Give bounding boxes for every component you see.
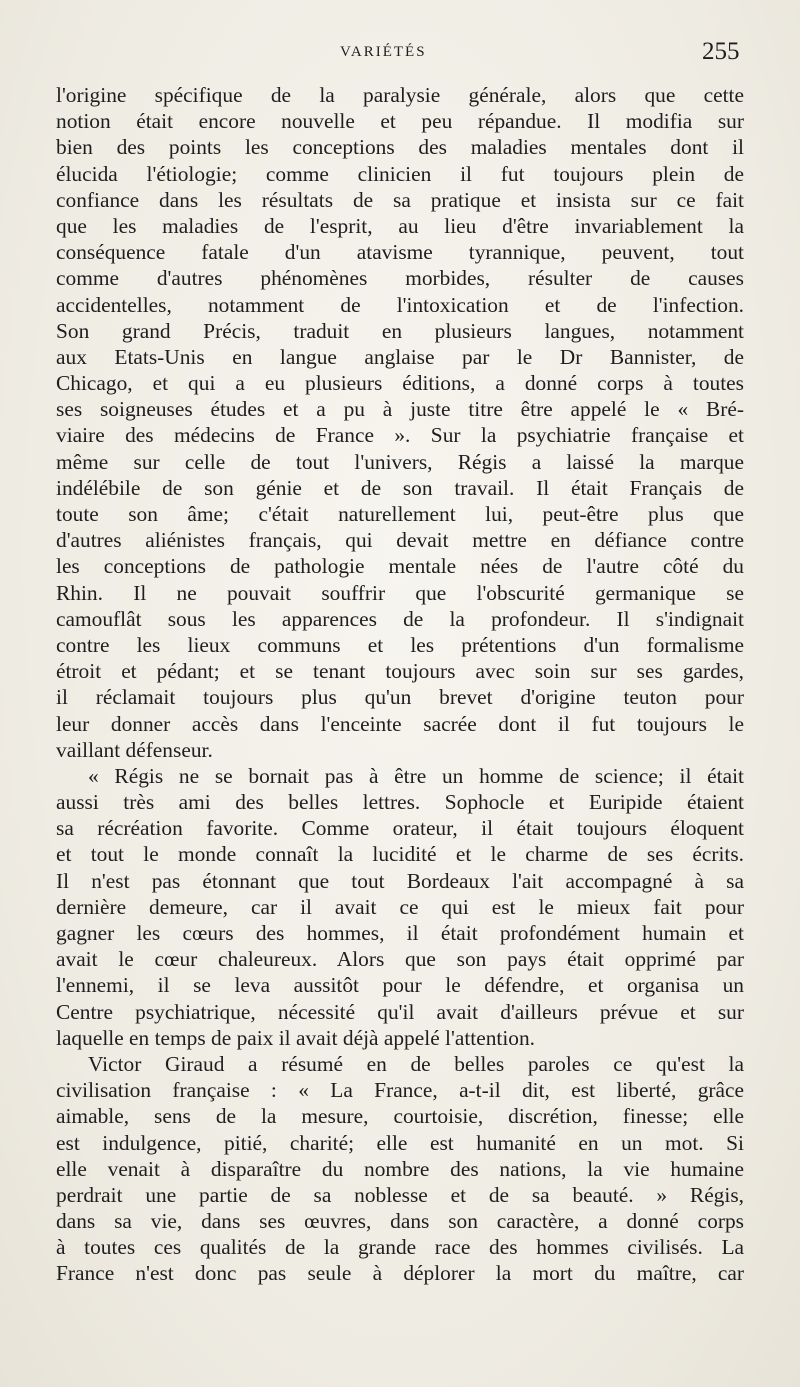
text-line: étroit et pédant; et se tenant toujours avec soin sur ses gardes,: [56, 659, 744, 684]
text-line: et tout le monde connaît la lucidité et le charme de ses écrits.: [56, 842, 744, 867]
text-line: Rhin. Il ne pouvait souffrir que l'obscurité germanique se: [56, 580, 744, 605]
text-line: Il n'est pas étonnant que tout Bordeaux l'ait accompagné à sa: [56, 868, 744, 893]
text-line: avait le cœur chaleureux. Alors que son pays était opprimé par: [56, 947, 744, 972]
text-line: aimable, sens de la mesure, courtoisie, discrétion, finesse; elle: [56, 1104, 744, 1129]
text-line: sa récréation favorite. Comme orateur, il était toujours éloquent: [56, 816, 744, 841]
text-line: conséquence fatale d'un atavisme tyrannique, peuvent, tout: [56, 240, 744, 265]
text-line: aussi très ami des belles lettres. Sophocle et Euripide étaient: [56, 790, 744, 815]
text-line: comme d'autres phénomènes morbides, résulter de causes: [56, 266, 744, 291]
page-number: 255: [702, 38, 740, 65]
text-line: Victor Giraud a résumé en de belles paroles ce qu'est la: [88, 1051, 744, 1076]
text-line: il réclamait toujours plus qu'un brevet d'origine teuton pour: [56, 685, 744, 710]
text-line: France n'est donc pas seule à déplorer la mort du maître, car: [56, 1261, 744, 1286]
text-line: l'origine spécifique de la paralysie générale, alors que cette: [56, 83, 744, 107]
text-line: ses soigneuses études et a pu à juste titre être appelé le « Bré-: [56, 397, 744, 422]
text-line: même sur celle de tout l'univers, Régis a laissé la marque: [56, 449, 744, 474]
text-line: Son grand Précis, traduit en plusieurs langues, notamment: [56, 318, 744, 343]
text-line: d'autres aliénistes français, qui devait mettre en défiance contre: [56, 528, 744, 553]
text-line: élucida l'étiologie; comme clinicien il fut toujours plein de: [56, 161, 744, 186]
text-line: à toutes ces qualités de la grande race des hommes civilisés. La: [56, 1235, 744, 1260]
text-line: que les maladies de l'esprit, au lieu d'être invariablement la: [56, 213, 744, 238]
text-line: gagner les cœurs des hommes, il était profondément humain et: [56, 921, 744, 945]
text-line: toute son âme; c'était naturellement lui, peut-être plus que: [56, 502, 744, 526]
text-line: civilisation française : « La France, a-t-il dit, est liberté, grâce: [56, 1078, 744, 1103]
text-line: « Régis ne se bornait pas à être un homme de science; il était: [88, 763, 744, 788]
text-line: est indulgence, pitié, charité; elle est humanité en un mot. Si: [56, 1130, 744, 1155]
text-line: aux Etats-Unis en langue anglaise par le Dr Bannister, de: [56, 344, 744, 369]
text-line: viaire des médecins de France ». Sur la psychiatrie française et: [56, 423, 744, 448]
text-line: elle venait à disparaître du nombre des nations, la vie humaine: [56, 1156, 744, 1181]
text-line: confiance dans les résultats de sa pratique et insista sur ce fait: [56, 187, 744, 212]
text-line: camouflât sous les apparences de la profondeur. Il s'indignait: [56, 606, 744, 631]
text-line: Chicago, et qui a eu plusieurs éditions, a donné corps à toutes: [56, 371, 744, 396]
body-text: [56, 82, 744, 1287]
text-line: leur donner accès dans l'enceinte sacrée dont il fut toujours le: [56, 711, 744, 736]
page-header: [0, 38, 800, 78]
text-line: bien des points les conceptions des maladies mentales dont il: [56, 135, 744, 160]
text-line: notion était encore nouvelle et peu répandue. Il modifia sur: [56, 109, 744, 134]
text-line: perdrait une partie de sa noblesse et de sa beauté. » Régis,: [56, 1182, 744, 1207]
text-line: indélébile de son génie et de son travail. Il était Français de: [56, 475, 744, 500]
text-line: Centre psychiatrique, nécessité qu'il avait d'ailleurs prévue et sur: [56, 999, 744, 1024]
running-title: VARIÉTÉS: [340, 44, 427, 60]
text-line: l'ennemi, il se leva aussitôt pour le défendre, et organisa un: [56, 973, 744, 998]
text-line: dans sa vie, dans ses œuvres, dans son caractère, a donné corps: [56, 1209, 744, 1234]
text-line: laquelle en temps de paix il avait déjà appelé l'attention.: [56, 1025, 536, 1050]
text-line: vaillant défenseur.: [56, 737, 213, 762]
text-line: dernière demeure, car il avait ce qui est le mieux fait pour: [56, 894, 744, 919]
text-line: contre les lieux communs et les prétentions d'un formalisme: [56, 632, 744, 657]
text-line: accidentelles, notamment de l'intoxication et de l'infection.: [56, 292, 744, 317]
text-line: les conceptions de pathologie mentale nées de l'autre côté du: [56, 554, 744, 579]
